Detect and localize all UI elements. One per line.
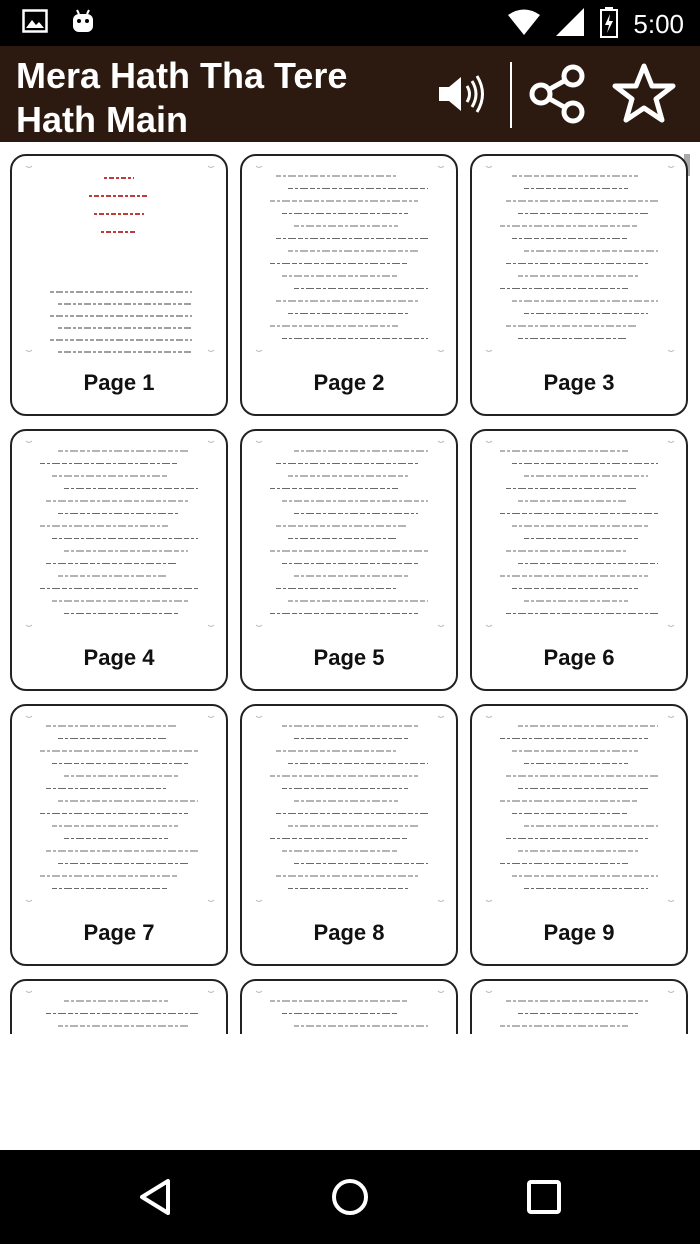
page-thumbnail [22,987,216,1034]
page-card[interactable] [240,704,458,966]
page-label: Page 4 [83,645,155,670]
clock: 5:00 [633,9,684,39]
page-label: Page 7 [83,920,155,945]
page-thumbnail [482,712,676,912]
page-label: Page 9 [543,920,615,945]
page-label: Page 8 [313,920,385,945]
page-card[interactable] [10,979,228,1034]
page-thumbnail [252,162,446,362]
page-card[interactable] [470,704,688,966]
star-icon[interactable] [608,46,680,142]
page-card[interactable] [10,154,228,416]
page-grid[interactable] [0,142,700,1034]
page-thumbnail [482,987,676,1034]
battery-icon [599,6,619,43]
page-thumbnail [22,712,216,912]
page-thumbnail [482,162,676,362]
page-card[interactable] [240,154,458,416]
page-card[interactable] [10,704,228,966]
page-label: Page 5 [313,645,385,670]
wifi-icon [507,8,541,41]
page-label: Page 6 [543,645,615,670]
page-thumbnail [22,437,216,637]
share-icon[interactable] [524,46,590,142]
home-icon[interactable] [300,1150,400,1244]
volume-icon[interactable] [432,46,492,142]
status-bar [0,0,700,46]
android-icon [70,8,96,39]
page-card[interactable] [470,979,688,1034]
page-thumbnail [252,712,446,912]
page-card[interactable] [10,429,228,691]
page-card[interactable] [240,429,458,691]
page-card[interactable] [470,429,688,691]
image-icon [22,9,48,38]
app-title: Mera Hath Tha Tere Hath Main [16,55,348,140]
signal-icon [555,7,585,42]
nav-bar [0,1150,700,1244]
toolbar-divider [510,62,512,128]
recents-icon[interactable] [494,1150,594,1244]
content-background [0,1034,700,1150]
page-label: Page 2 [313,370,385,395]
app-bar [0,46,700,142]
page-thumbnail [22,162,216,362]
back-icon[interactable] [106,1150,206,1244]
page-thumbnail [482,437,676,637]
page-label: Page 1 [83,370,155,395]
page-card[interactable] [240,979,458,1034]
page-thumbnail [252,437,446,637]
page-thumbnail [252,987,446,1034]
page-card[interactable] [470,154,688,416]
page-label: Page 3 [543,370,615,395]
